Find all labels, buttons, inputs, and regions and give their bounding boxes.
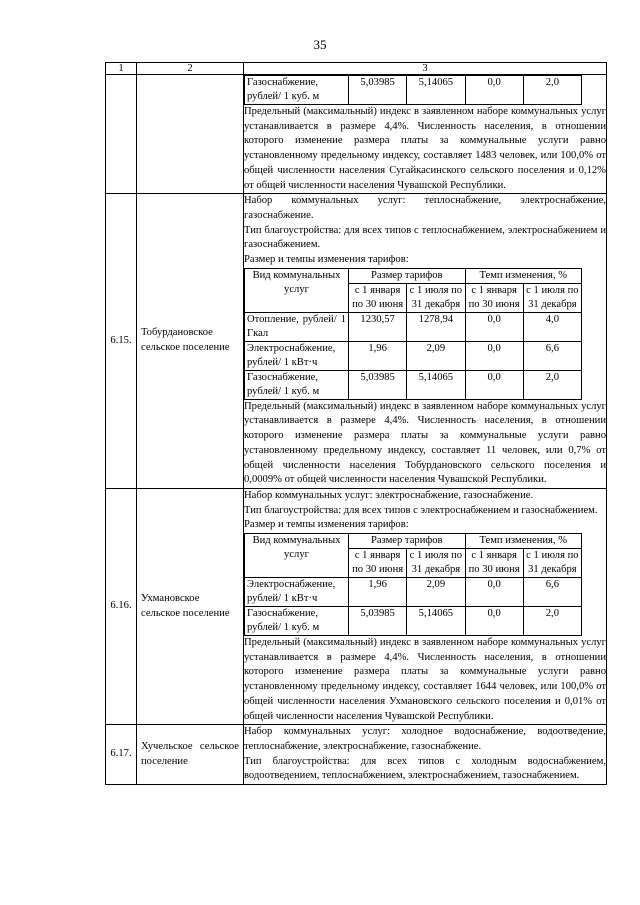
rate-value-1: 0,0 bbox=[465, 578, 523, 607]
services-set: Набор коммунальных услуг: теплоснабжение, электроснабжение, газоснабжение. bbox=[244, 195, 606, 221]
summary-text: Предельный (максимальный) индекс в заявленном наборе коммунальных услуг устанавливается в размере 4,4%. Численность населения, в отношении которого изменение размера платы за коммунальные услуги равно установленному предельному индексу, составляет 1644 человек, или 100,0% от общей численности населения Ухмановского сельского поселения и 0,01% от общей численности населения Чувашской Республики. bbox=[244, 637, 606, 722]
entry-row bbox=[106, 488, 607, 724]
period-3-header: с 1 января по 30 июня bbox=[465, 549, 523, 578]
tariff-value-1: 1,96 bbox=[349, 341, 407, 370]
tariff-value-2: 5,14065 bbox=[407, 76, 465, 105]
tariffs-title: Размер и темпы изменения тарифов: bbox=[244, 254, 409, 266]
table-row bbox=[245, 312, 582, 341]
period-1-header: с 1 января по 30 июня bbox=[349, 549, 407, 578]
entry-name: Хучельское сельское поселение bbox=[137, 725, 244, 785]
header-col-2: 2 bbox=[137, 63, 244, 75]
summary-text: Предельный (максимальный) индекс в заявленном наборе коммунальных услуг устанавливается в размере 4,4%. Численность населения, в отношении которого изменение размера платы за коммунальные услуги равно установленному предельному индексу, составляет 1483 человек, или 100,0% от общей численности населения Сугайкасинского сельского поселения и 0,12% от общей численности населения Чувашской Республики. bbox=[244, 106, 606, 191]
service-name: Электроснабжение, рублей/ 1 кВт·ч bbox=[245, 341, 349, 370]
table-row bbox=[245, 578, 582, 607]
tariff-value-2: 2,09 bbox=[407, 341, 465, 370]
improvement-type: Тип благоустройства: для всех типов с электроснабжением и газоснабжением. bbox=[244, 504, 598, 516]
entry-name: Тобурдановское сельское поселение bbox=[137, 194, 244, 489]
summary-text: Предельный (максимальный) индекс в заявленном наборе коммунальных услуг устанавливается в размере 4,4%. Численность населения, в отношении которого изменение размера платы за коммунальные услуги равно установленному предельному индексу, составляет 11 человек, или 0,7% от общей численности населения Тобурдановского сельского поселения и 0,0009% от общей численности населения Чувашской Республики. bbox=[244, 400, 606, 486]
period-4-header: с 1 июля по 31 декабря bbox=[523, 283, 581, 312]
tariffs-title: Размер и темпы изменения тарифов: bbox=[244, 519, 409, 531]
period-3-header: с 1 января по 30 июня bbox=[465, 283, 523, 312]
period-4-header: с 1 июля по 31 декабря bbox=[523, 549, 581, 578]
tariff-subtable bbox=[244, 533, 582, 636]
rate-value-2: 6,6 bbox=[523, 341, 581, 370]
col-tariff-header: Размер тарифов bbox=[349, 534, 466, 549]
entry-row bbox=[106, 725, 607, 785]
rate-value-2: 2,0 bbox=[523, 607, 581, 636]
services-set: Набор коммунальных услуг: электроснабжение, газоснабжение. bbox=[244, 489, 534, 501]
improvement-type: Тип благоустройства: для всех типов с теплоснабжением, электроснабжением и газоснабжением. bbox=[244, 224, 606, 251]
tariff-value-2: 1278,94 bbox=[407, 312, 465, 341]
service-name: Отопление, рублей/ 1 Гкал bbox=[245, 312, 349, 341]
header-col-3: 3 bbox=[244, 63, 607, 75]
tariff-value-1: 1,96 bbox=[349, 578, 407, 607]
service-name: Газоснабжение, рублей/ 1 куб. м bbox=[245, 76, 349, 105]
tariff-value-2: 5,14065 bbox=[407, 607, 465, 636]
tariff-value-2: 5,14065 bbox=[407, 370, 465, 399]
page-number: 35 bbox=[313, 37, 327, 52]
service-name: Электроснабжение, рублей/ 1 кВт·ч bbox=[245, 578, 349, 607]
continuation-row bbox=[106, 75, 607, 194]
entry-number: 6.16. bbox=[106, 488, 137, 724]
rate-value-1: 0,0 bbox=[465, 607, 523, 636]
table-row bbox=[245, 607, 582, 636]
rate-value-2: 6,6 bbox=[523, 578, 581, 607]
col-rate-header: Темп изменения, % bbox=[465, 534, 582, 549]
header-row bbox=[106, 63, 607, 75]
service-name: Газоснабжение, рублей/ 1 куб. м bbox=[245, 607, 349, 636]
rate-value-1: 0,0 bbox=[465, 312, 523, 341]
tariff-table bbox=[105, 62, 607, 785]
tariff-value-1: 5,03985 bbox=[349, 76, 407, 105]
col-service-header: Вид коммунальных услуг bbox=[245, 268, 349, 312]
col-service-header: Вид коммунальных услуг bbox=[245, 534, 349, 578]
rate-value-1: 0,0 bbox=[465, 370, 523, 399]
period-2-header: с 1 июля по 31 декабря bbox=[407, 283, 465, 312]
entry-number: 6.15. bbox=[106, 194, 137, 489]
service-name: Газоснабжение, рублей/ 1 куб. м bbox=[245, 370, 349, 399]
table-row bbox=[245, 341, 582, 370]
table-row bbox=[245, 76, 582, 105]
entry-name: Ухмановское сельское поселение bbox=[137, 488, 244, 724]
header-col-1: 1 bbox=[106, 63, 137, 75]
col-tariff-header: Размер тарифов bbox=[349, 268, 466, 283]
period-1-header: с 1 января по 30 июня bbox=[349, 283, 407, 312]
tariff-value-2: 2,09 bbox=[407, 578, 465, 607]
rate-value-1: 0,0 bbox=[465, 76, 523, 105]
tariff-value-1: 1230,57 bbox=[349, 312, 407, 341]
entry-number: 6.17. bbox=[106, 725, 137, 785]
tariff-value-1: 5,03985 bbox=[349, 607, 407, 636]
improvement-type: Тип благоустройства: для всех типов с холодным водоснабжением, водоотведением, теплоснабжением, электроснабжением, газоснабжением. bbox=[244, 755, 606, 782]
rate-value-1: 0,0 bbox=[465, 341, 523, 370]
table-row bbox=[245, 370, 582, 399]
entry-row bbox=[106, 194, 607, 489]
rate-value-2: 4,0 bbox=[523, 312, 581, 341]
continuation-tariff-table bbox=[244, 75, 582, 105]
rate-value-2: 2,0 bbox=[523, 370, 581, 399]
rate-value-2: 2,0 bbox=[523, 76, 581, 105]
tariff-subtable bbox=[244, 268, 582, 400]
period-2-header: с 1 июля по 31 декабря bbox=[407, 549, 465, 578]
services-set: Набор коммунальных услуг: холодное водоснабжение, водоотведение, теплоснабжение, электроснабжение, газоснабжение. bbox=[244, 726, 606, 752]
tariff-value-1: 5,03985 bbox=[349, 370, 407, 399]
col-rate-header: Темп изменения, % bbox=[465, 268, 582, 283]
